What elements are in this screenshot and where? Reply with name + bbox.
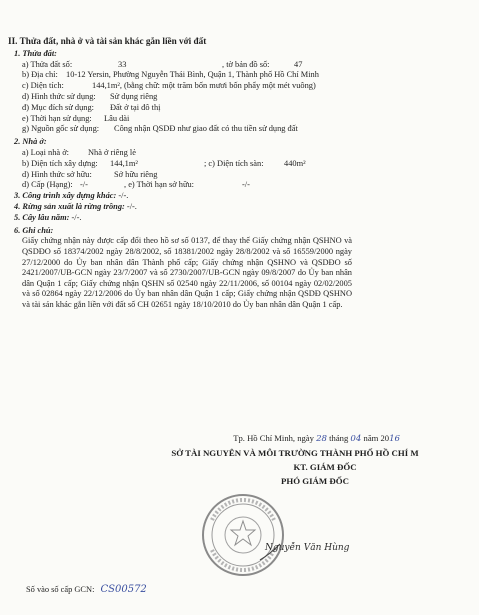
land-heading: 1. Thửa đất: bbox=[14, 48, 57, 58]
origin-value: Công nhận QSDĐ như giao đất có thu tiền sử dụng đất bbox=[114, 124, 298, 134]
origin-label: g) Nguồn gốc sử dụng: bbox=[22, 124, 100, 134]
date-month: 04 bbox=[350, 434, 362, 444]
area-value: 144,1m², (bằng chữ: một trăm bốn mươi bốn phẩy một mét vuông) bbox=[92, 81, 316, 91]
purpose-row bbox=[22, 103, 448, 114]
official-seal-icon bbox=[198, 490, 288, 580]
date-year-label: năm 20 bbox=[363, 433, 390, 443]
own-form-label: d) Hình thức sở hữu: bbox=[22, 169, 92, 179]
map-label: , tờ bản đồ số: bbox=[222, 59, 270, 69]
own-term-value: -/- bbox=[242, 180, 250, 190]
construction-value: -/-. bbox=[118, 191, 129, 201]
date-month-label: tháng bbox=[329, 433, 349, 443]
house-type-value: Nhà ở riêng lẻ bbox=[88, 147, 136, 157]
address-row bbox=[22, 70, 448, 81]
date-place: Tp. Hồ Chí Minh, ngày bbox=[233, 433, 314, 443]
build-area-value: 144,1m² bbox=[110, 158, 138, 168]
section-title: II. Thửa đất, nhà ở và tài sản khác gắn liền với đất bbox=[8, 36, 207, 46]
term-label: e) Thời hạn sử dụng: bbox=[22, 113, 92, 123]
parcel-label: a) Thửa đất số: bbox=[22, 59, 73, 69]
document-body bbox=[8, 36, 448, 311]
house-heading: 2. Nhà ở: bbox=[14, 137, 47, 147]
perennial-value: -/-. bbox=[71, 212, 82, 222]
own-form-value: Sở hữu riêng bbox=[114, 169, 158, 179]
issuing-organization: SỞ TÀI NGUYÊN VÀ MÔI TRƯỜNG THÀNH PHỐ HỒ CHÍ M bbox=[171, 448, 419, 458]
serial-number-row bbox=[26, 584, 147, 595]
use-form-row bbox=[22, 92, 448, 103]
date-day: 28 bbox=[316, 434, 328, 444]
build-area-row bbox=[22, 159, 448, 170]
signature-block bbox=[120, 433, 470, 486]
date-year: 16 bbox=[389, 434, 400, 444]
purpose-label: đ) Mục đích sử dụng: bbox=[22, 102, 94, 112]
signer-title: PHÓ GIÁM ĐỐC bbox=[281, 476, 349, 486]
use-form-label: d) Hình thức sử dụng: bbox=[22, 91, 96, 101]
forest-row bbox=[14, 202, 448, 213]
area-row bbox=[22, 81, 448, 92]
own-form-row bbox=[22, 170, 448, 181]
house-type-label: a) Loại nhà ở: bbox=[22, 147, 69, 157]
serial-label: Số vào số cấp GCN: bbox=[26, 585, 95, 594]
address-value: 10-12 Yersin, Phường Nguyễn Thái Bình, Quận 1, Thành phố Hồ Chí Minh bbox=[66, 70, 319, 80]
issue-date bbox=[120, 433, 470, 444]
notes-text: Giấy chứng nhận này được cấp đổi theo hồ sơ số 0137, để thay thế Giấy chứng nhận QSHNO và QSDĐO số 18374/2002 ngày 28/8/2002, số 18381/2002 ngày 28/8/2002 và số 16559/2000 ngày 27/12/2000 do Ủy ban nhân dân Thành phố cấp; Giấy chứng nhận QSHNO và QSDĐO số 2421/2007/UB-GCN ngày 23/7/2007 và số 2730/2007/UB-GCN ngày 09/8/2007 do Ủy ban nhân dân Quận 1 cấp; Giấy chứng nhận QSHN số 02540 ngày 22/11/2006, số 00104 ngày 02/02/2005 và số 02864 ngày 22/12/2006 do Ủy ban nhân dân Quận 1 cấp; Giấy chứng nhận QSDĐ QSHNO và tài sản khác gắn liền với đất số CH 02651 ngày 18/10/2010 do Ủy ban nhân dân Quận 1 cấp. bbox=[22, 236, 352, 309]
house-type-row bbox=[22, 148, 448, 159]
forest-label: 4. Rừng sản xuất là rừng trồng: bbox=[14, 201, 125, 211]
perennial-label: 5. Cây lâu năm: bbox=[14, 212, 70, 222]
construction-row bbox=[14, 191, 448, 202]
term-value: Lâu dài bbox=[104, 113, 130, 123]
map-value: 47 bbox=[294, 59, 303, 69]
purpose-value: Đất ở tại đô thị bbox=[110, 102, 161, 112]
construction-label: 3. Công trình xây dựng khác: bbox=[14, 191, 117, 201]
forest-value: -/-. bbox=[126, 201, 137, 211]
parcel-row bbox=[22, 60, 448, 71]
signer-name: Nguyễn Văn Hùng bbox=[265, 543, 350, 553]
address-label: b) Địa chỉ: bbox=[22, 70, 58, 80]
area-label: c) Diện tích: bbox=[22, 81, 64, 91]
grade-value: -/- bbox=[80, 180, 88, 190]
grade-row bbox=[22, 180, 448, 191]
floor-area-value: 440m² bbox=[284, 158, 306, 168]
floor-area-label: ; c) Diện tích sàn: bbox=[204, 158, 264, 168]
own-term-label: , e) Thời hạn sở hữu: bbox=[124, 180, 194, 190]
grade-label: d) Cấp (Hạng): bbox=[22, 180, 73, 190]
notes-heading: 6. Ghi chú: bbox=[14, 225, 54, 235]
perennial-row bbox=[14, 213, 448, 224]
origin-row bbox=[22, 124, 448, 135]
parcel-value: 33 bbox=[118, 59, 127, 69]
build-area-label: b) Diện tích xây dựng: bbox=[22, 158, 98, 168]
on-behalf-title: KT. GIÁM ĐỐC bbox=[293, 462, 357, 472]
term-row bbox=[22, 114, 448, 125]
use-form-value: Sử dụng riêng bbox=[110, 91, 158, 101]
serial-value: CS00572 bbox=[100, 584, 147, 595]
